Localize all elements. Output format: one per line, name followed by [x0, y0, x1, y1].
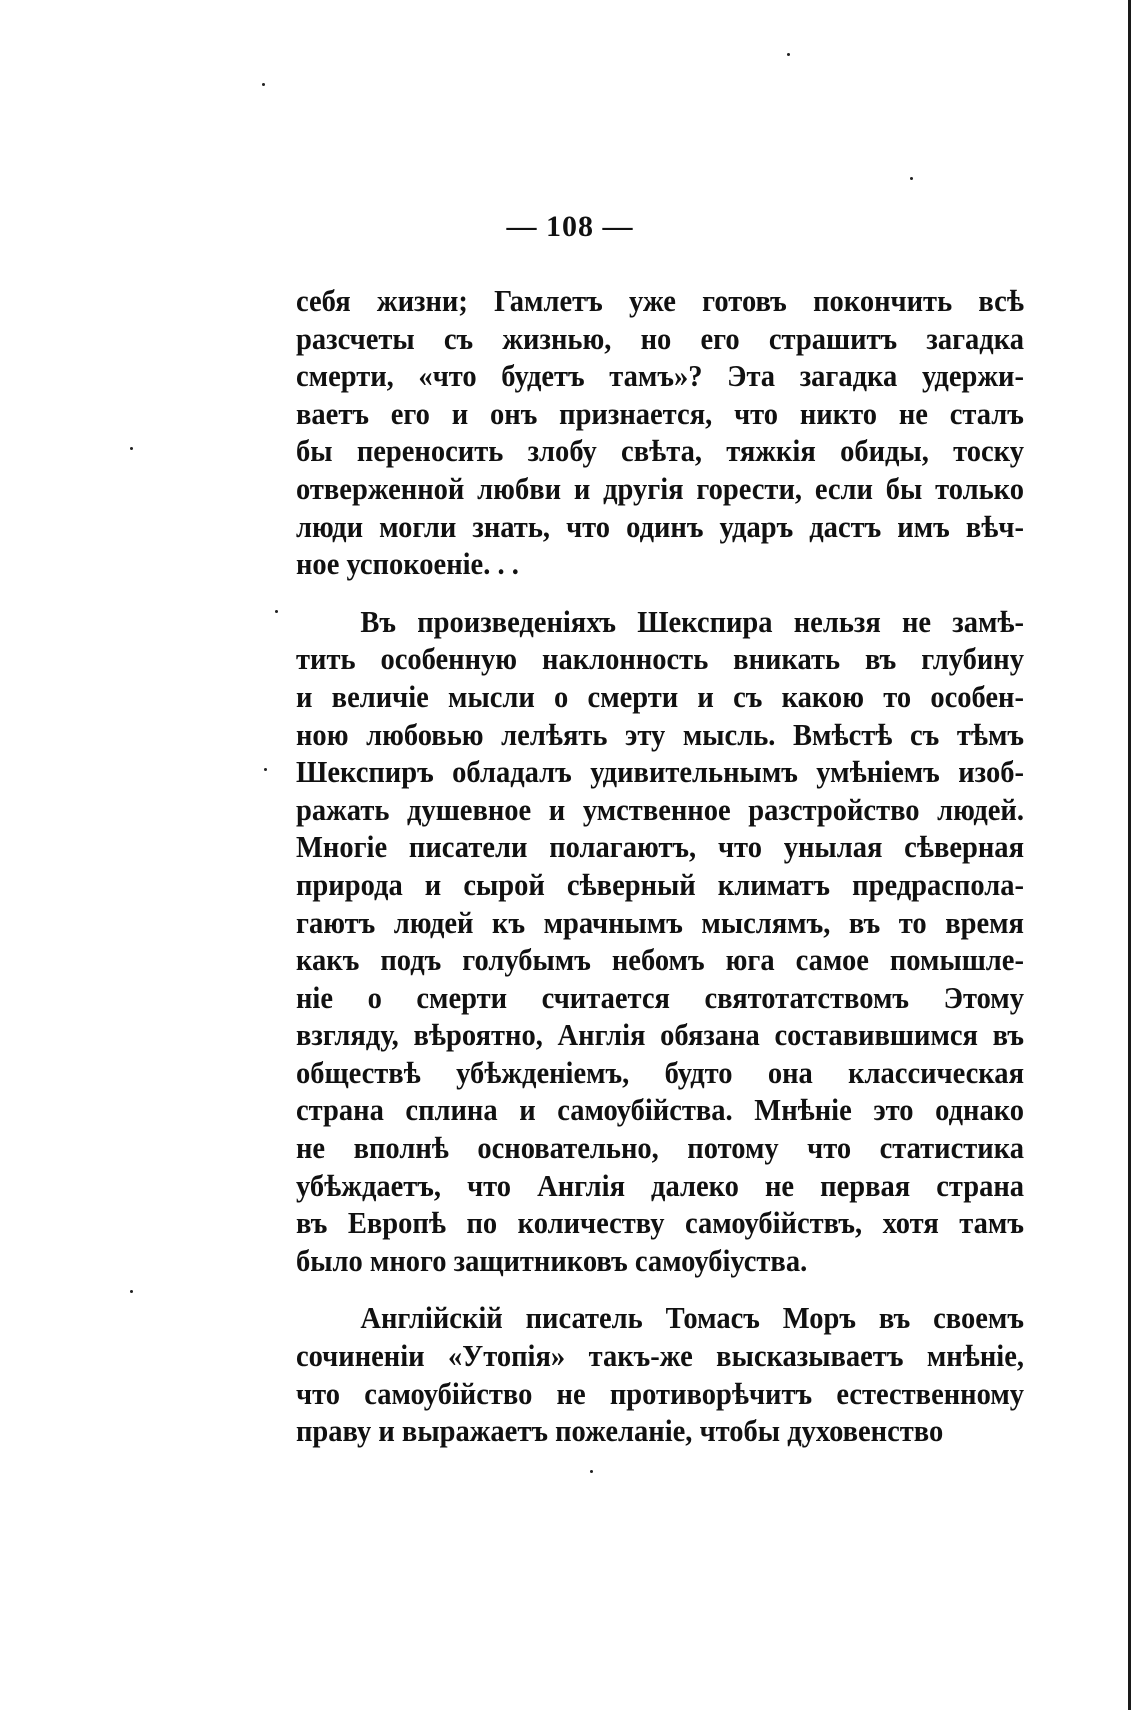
paragraph — [296, 603, 1024, 1280]
text-line: себя жизни; Гамлетъ уже готовъ покончить всѣ — [296, 283, 1024, 318]
text-line: природа и сырой сѣверный климатъ предраспола- — [296, 866, 1025, 902]
text-line: праву и выражаетъ пожеланіе, чтобы духовенство — [296, 1413, 944, 1449]
text-line: ражать душевное и умственное разстройство людей. — [296, 791, 1024, 827]
text-line: какъ подъ голубымъ небомъ юга самое помышле- — [296, 942, 1024, 978]
text-line: убѣждаетъ, что Англія далеко не первая страна — [296, 1167, 1025, 1203]
paragraph-gap — [296, 583, 1024, 603]
text-line: страна сплина и самоубійства. Мнѣніе это однако — [296, 1092, 1025, 1128]
text-line: смерти, «что будетъ тамъ»? Эта загадка удержи- — [296, 358, 1024, 394]
text-line: ніе о смерти считается святотатствомъ Этому — [296, 979, 1024, 1015]
text-line: что самоубійство не противорѣчитъ естественному — [296, 1375, 1025, 1411]
paragraph — [296, 1299, 1024, 1449]
text-line: въ Европѣ по количеству самоубійствъ, хотя тамъ — [296, 1205, 1024, 1241]
text-line: обществѣ убѣжденіемъ, будто она классическая — [296, 1054, 1025, 1090]
text-line: ное успокоеніе. . . — [296, 546, 519, 582]
scan-speck — [787, 53, 790, 56]
page-edge-rule — [1128, 0, 1131, 1710]
paragraph-gap — [296, 1279, 1024, 1299]
text-line: было много защитниковъ самоубіуства. — [296, 1242, 808, 1278]
scan-speck — [262, 83, 265, 86]
text-line: люди могли знать, что одинъ ударъ дастъ имъ вѣч- — [296, 508, 1024, 544]
scan-speck — [275, 610, 278, 613]
text-line: не вполнѣ основательно, потому что статистика — [296, 1130, 1024, 1166]
text-line: отверженной любви и другія горести, если бы только — [296, 470, 1025, 506]
paragraph — [296, 282, 1024, 583]
text-line: бы переносить злобу свѣта, тяжкія обиды, тоску — [296, 433, 1024, 469]
body-text — [296, 282, 1024, 1450]
scan-speck — [590, 1470, 593, 1473]
page-number: — 108 — — [506, 210, 634, 243]
text-line: разсчеты съ жизнью, но его страшитъ загадка — [296, 320, 1024, 356]
text-line: Многіе писатели полагаютъ, что унылая сѣверная — [296, 829, 1025, 865]
text-line: Въ произведеніяхъ Шекспира нельзя не замѣ- — [360, 603, 1025, 639]
text-line: сочиненіи «Утопія» такъ-же высказываетъ мнѣніе, — [296, 1338, 1025, 1374]
text-line: тить особенную наклонность вникать въ глубину — [296, 641, 1025, 677]
text-line: взгляду, вѣроятно, Англія обязана составившимся въ — [296, 1017, 1024, 1053]
scan-speck — [130, 447, 133, 450]
scan-speck — [130, 1290, 133, 1293]
text-line: ваетъ его и онъ признается, что никто не сталъ — [296, 395, 1024, 431]
text-line: Шекспиръ обладалъ удивительнымъ умѣніемъ изоб- — [296, 754, 1024, 790]
scan-speck — [264, 768, 267, 771]
scan-speck — [910, 177, 913, 180]
text-line: и величіе мысли о смерти и съ какою то особен- — [296, 678, 1024, 714]
text-line: гаютъ людей къ мрачнымъ мыслямъ, въ то время — [296, 904, 1024, 940]
text-line: ною любовью лелѣять эту мысль. Вмѣстѣ съ тѣмъ — [296, 716, 1025, 752]
text-line: Англійскій писатель Томасъ Моръ въ своемъ — [360, 1300, 1024, 1336]
